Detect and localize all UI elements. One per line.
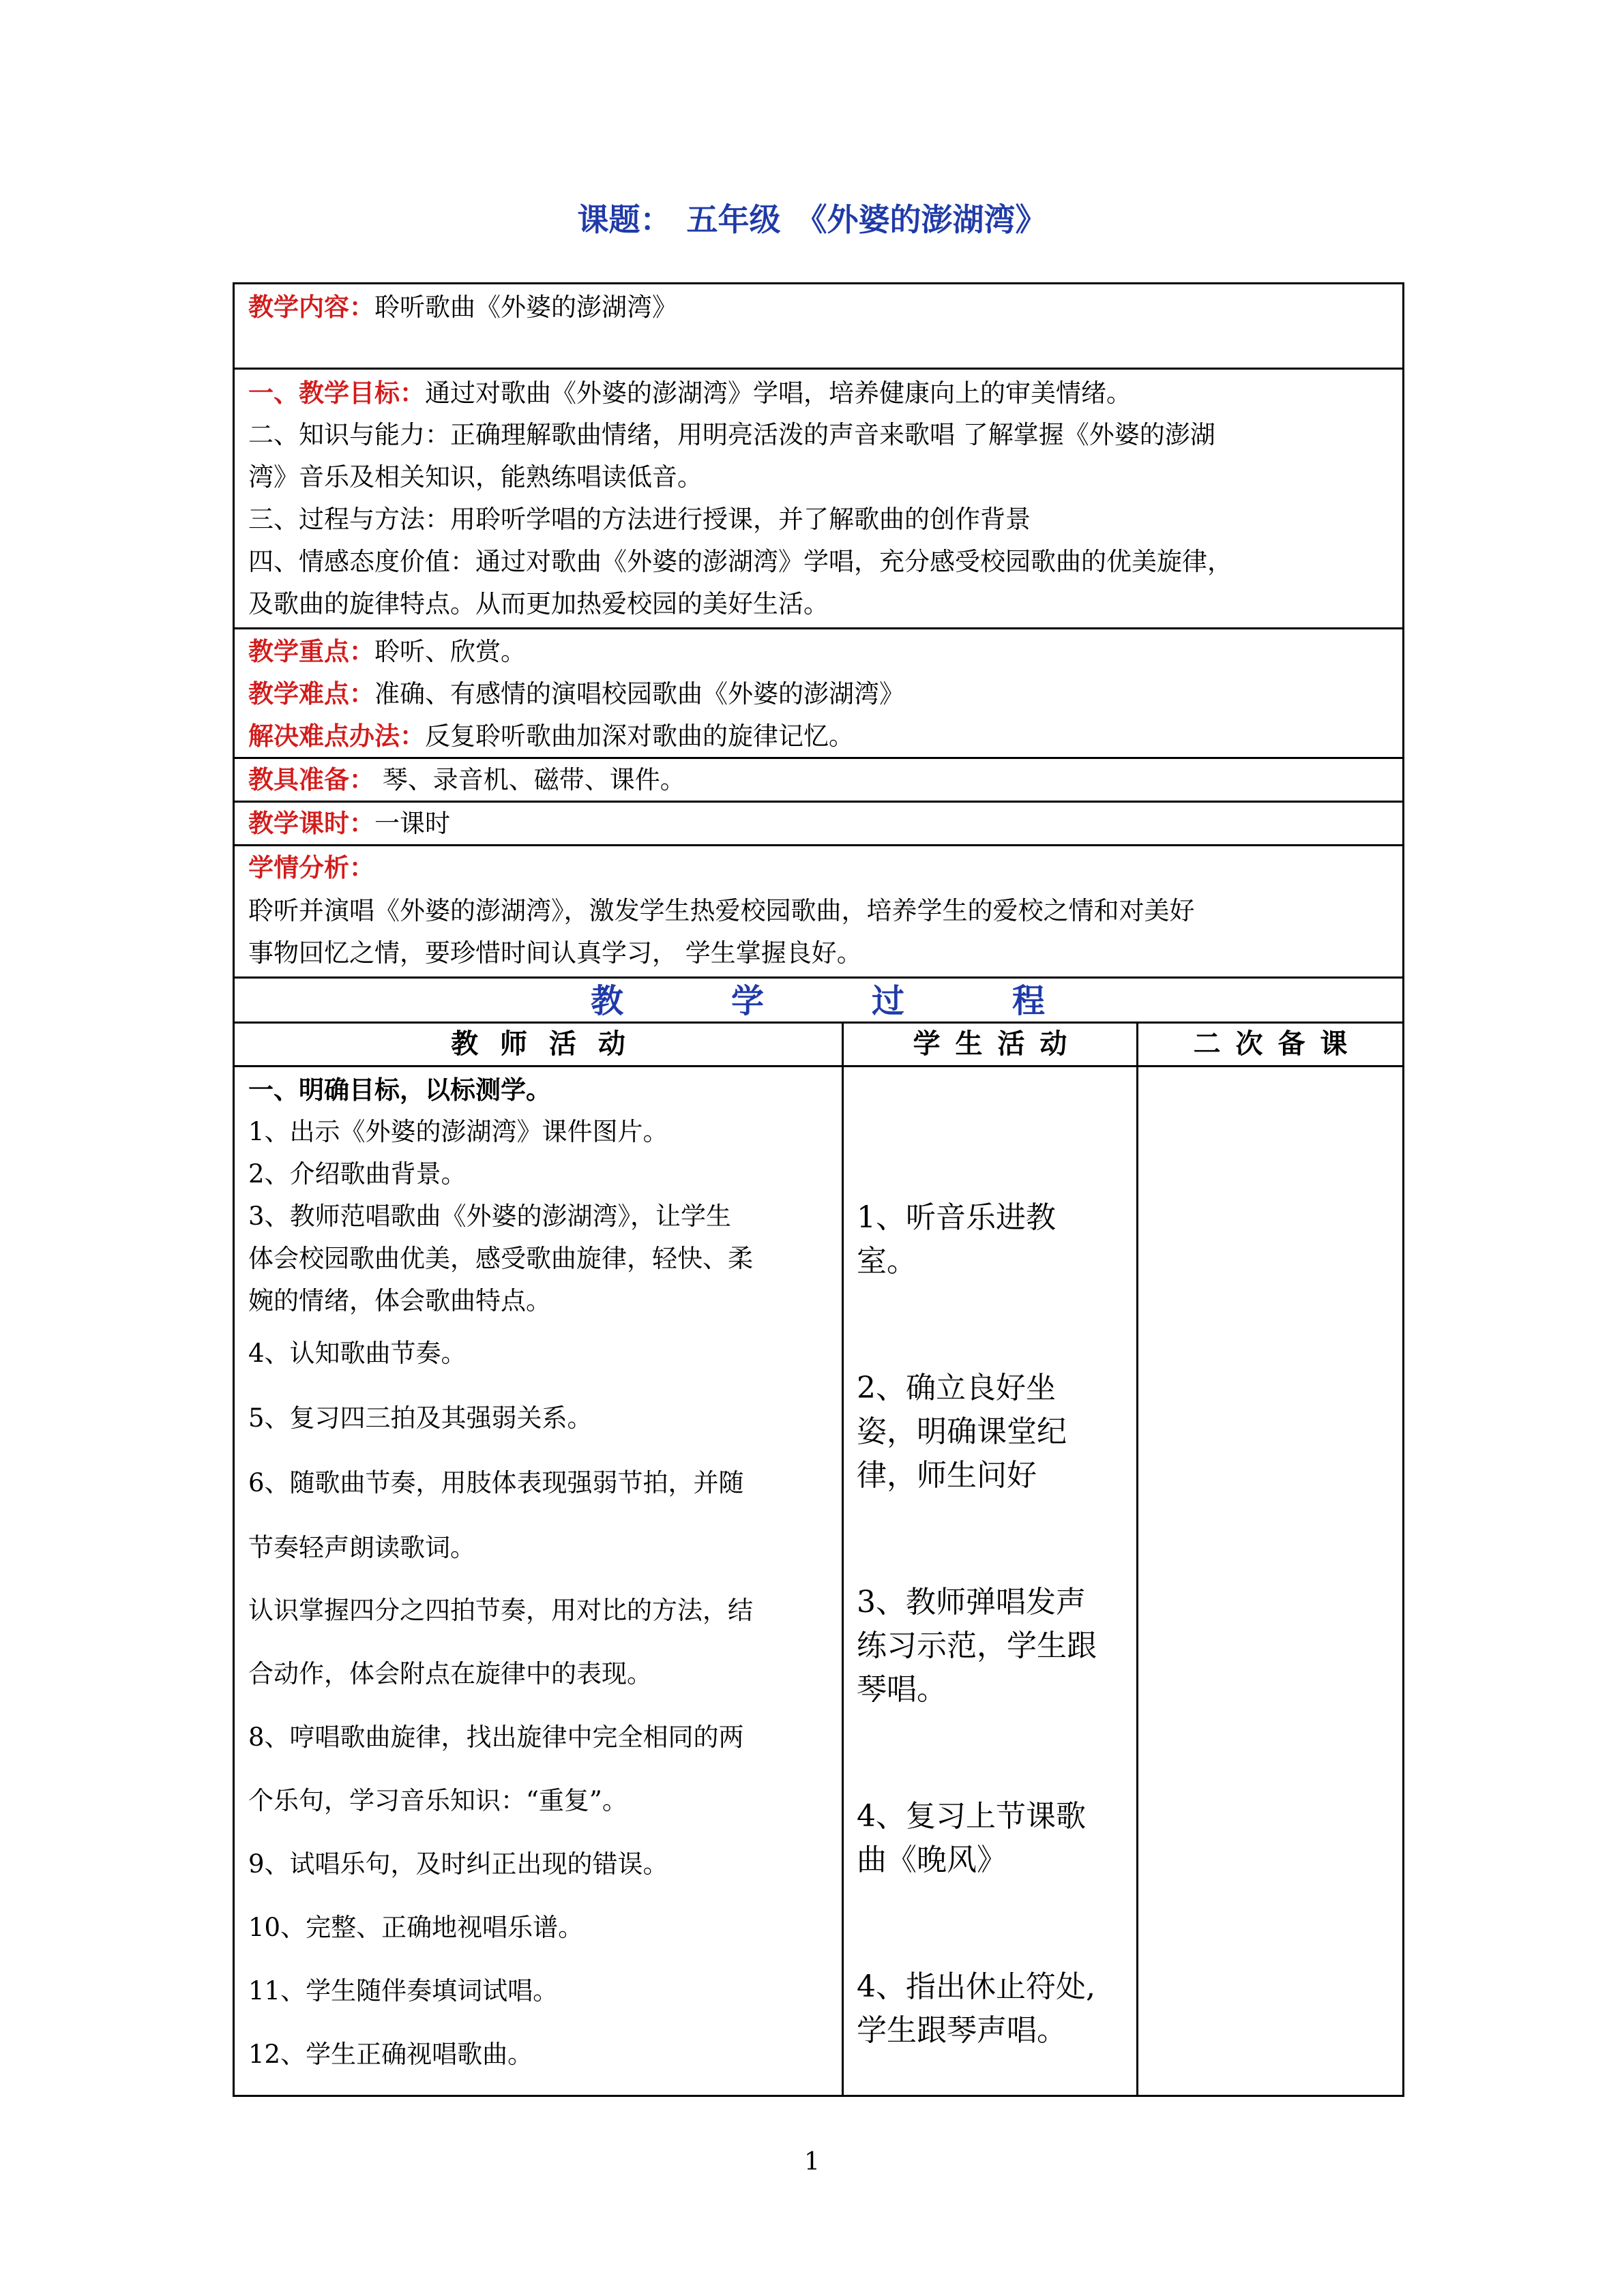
tools-row (248, 759, 685, 801)
teacher-line: 婉的情绪，体会歌曲特点。 (248, 1286, 551, 1315)
teaching-content (248, 286, 677, 328)
process-heading (234, 979, 1403, 1023)
hours-text: 一课时 (374, 809, 450, 838)
student-line: 练习示范，学生跟 (857, 1628, 1097, 1663)
analysis-line-2: 事物回忆之情，要珍惜时间认真学习， 学生掌握良好。 (248, 938, 862, 968)
teacher-line: 10、完整、正确地视唱乐谱。 (248, 1913, 584, 1942)
teacher-line: 节奏轻声朗读歌词。 (248, 1533, 475, 1562)
student-line: 曲《晚风》 (857, 1843, 1007, 1877)
process-heading-char: 学 (730, 982, 765, 1020)
page-number: 1 (804, 2148, 820, 2176)
objectives-text: 通过对歌曲《外婆的澎湖湾》学唱，培养健康向上的审美情绪。 (425, 378, 1132, 408)
student-line: 律，师生问好 (857, 1458, 1037, 1493)
student-line: 4、指出休止符处, (857, 1969, 1095, 2004)
teacher-line: 认识掌握四分之四拍节奏，用对比的方法，结 (248, 1596, 753, 1625)
student-line: 2、确立良好坐 (857, 1371, 1056, 1405)
focus-label: 教学重点： (248, 636, 374, 666)
teacher-line: 一、明确目标，以标测学。 (248, 1075, 551, 1105)
solution-row (248, 715, 854, 757)
student-column-header: 学 生 活 动 (913, 1028, 1067, 1060)
teacher-line: 9、试唱乐句，及时纠正出现的错误。 (248, 1849, 668, 1879)
teacher-line: 5、复习四三拍及其强弱关系。 (248, 1403, 593, 1433)
teacher-line: 8、哼唱歌曲旋律，找出旋律中完全相同的两 (248, 1723, 744, 1752)
teacher-line: 体会校园歌曲优美，感受歌曲旋律，轻快、柔 (248, 1244, 753, 1273)
analysis-line-1: 聆听并演唱《外婆的澎湖湾》，激发学生热爱校园歌曲，培养学生的爱校之情和对美好 (248, 896, 1195, 925)
student-line: 1、听音乐进教 (857, 1200, 1056, 1235)
teacher-line: 1、出示《外婆的澎湖湾》课件图片。 (248, 1117, 668, 1146)
focus-text: 聆听、欣赏。 (374, 637, 526, 666)
teacher-line: 4、认知歌曲节奏。 (248, 1339, 467, 1368)
student-line: 学生跟琴声唱。 (857, 2013, 1067, 2048)
teacher-line: 2、介绍歌曲背景。 (248, 1159, 467, 1189)
difficulty-row (248, 673, 904, 715)
student-line: 4、复习上节课歌 (857, 1799, 1086, 1834)
student-line: 姿，明确课堂纪 (857, 1414, 1067, 1449)
teacher-line: 11、学生随伴奏填词试唱。 (248, 1976, 559, 2006)
prep-column-header: 二 次 备 课 (1193, 1028, 1348, 1060)
teacher-line: 个乐句，学习音乐知识：“重复”。 (248, 1786, 628, 1815)
student-line: 3、教师弹唱发声 (857, 1585, 1086, 1620)
analysis-label (248, 847, 374, 889)
solution-label: 解决难点办法： (248, 721, 425, 751)
analysis-label-text: 学情分析： (248, 852, 374, 882)
objectives-line-1 (248, 372, 1132, 414)
focus-row (248, 631, 526, 672)
content-label: 教学内容： (248, 292, 374, 322)
document-title: 课题： 五年级 《外婆的澎湖湾》 (577, 201, 1047, 238)
solution-text: 反复聆听歌曲加深对歌曲的旋律记忆。 (425, 721, 854, 751)
process-heading-char: 程 (1012, 982, 1047, 1020)
objectives-line-6: 及歌曲的旋律特点。从而更加热爱校园的美好生活。 (248, 589, 829, 618)
teacher-line: 12、学生正确视唱歌曲。 (248, 2040, 533, 2069)
objectives-line-2: 二、知识与能力：正确理解歌曲情绪，用明亮活泼的声音来歌唱 了解掌握《外婆的澎湖 (248, 420, 1215, 449)
tools-label: 教具准备： (248, 764, 374, 794)
difficulty-label: 教学难点： (248, 679, 374, 709)
objectives-line-5: 四、情感态度价值：通过对歌曲《外婆的澎湖湾》学唱，充分感受校园歌曲的优美旋律， (248, 547, 1232, 576)
hours-row (248, 803, 450, 844)
hours-label: 教学课时： (248, 808, 374, 838)
objectives-line-3: 湾》音乐及相关知识，能熟练唱读低音。 (248, 462, 703, 492)
teacher-column-header: 教 师 活 动 (451, 1028, 625, 1060)
teacher-line: 6、随歌曲节奏，用肢体表现强弱节拍，并随 (248, 1468, 744, 1497)
difficulty-text: 准确、有感情的演唱校园歌曲《外婆的澎湖湾》 (374, 679, 904, 709)
teacher-line: 3、教师范唱歌曲《外婆的澎湖湾》，让学生 (248, 1202, 732, 1231)
process-heading-char: 教 (590, 982, 625, 1020)
process-heading-char: 过 (872, 982, 906, 1020)
tools-text: 琴、录音机、磁带、课件。 (374, 765, 685, 794)
objectives-label: 一、教学目标： (248, 378, 425, 408)
student-line: 琴唱。 (857, 1672, 947, 1707)
teacher-line: 合动作，体会附点在旋律中的表现。 (248, 1659, 652, 1688)
student-line: 室。 (857, 1244, 917, 1279)
objectives-line-4: 三、过程与方法：用聆听学唱的方法进行授课，并了解歌曲的创作背景 (248, 505, 1031, 534)
content-text: 聆听歌曲《外婆的澎湖湾》 (374, 293, 677, 322)
